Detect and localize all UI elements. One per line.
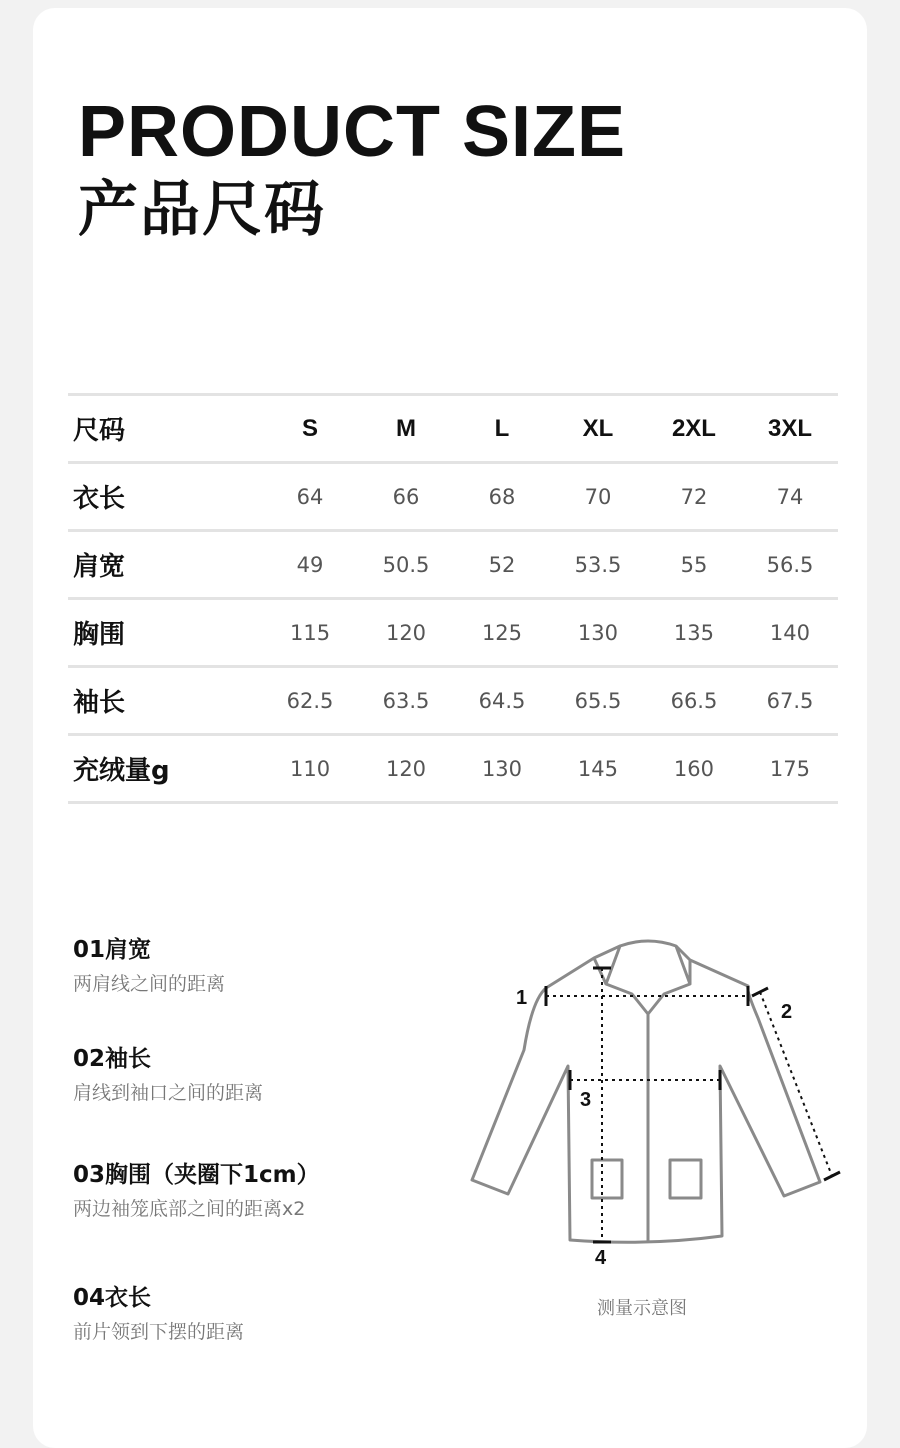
table-row	[68, 531, 838, 599]
marker-4: 4	[595, 1247, 607, 1269]
table-cell: 64	[262, 463, 358, 531]
definition-title: 03胸围（夹圈下1cm）	[73, 1162, 320, 1188]
table-cell: 120	[358, 599, 454, 667]
page-title-cn: 产品尺码	[78, 175, 326, 245]
table-cell: 66	[358, 463, 454, 531]
size-header: 3XL	[742, 395, 838, 463]
table-cell: 56.5	[742, 531, 838, 599]
size-header: S	[262, 395, 358, 463]
table-cell: 70	[550, 463, 646, 531]
table-cell: 63.5	[358, 667, 454, 735]
marker-2: 2	[781, 1001, 793, 1023]
table-cell: 49	[262, 531, 358, 599]
definition-desc: 肩线到袖口之间的距离	[73, 1081, 264, 1104]
marker-3: 3	[580, 1089, 592, 1111]
size-header: M	[358, 395, 454, 463]
table-cell: 65.5	[550, 667, 646, 735]
row-label: 充绒量g	[68, 735, 262, 803]
table-cell: 125	[454, 599, 550, 667]
table-cell: 115	[262, 599, 358, 667]
row-label: 袖长	[68, 667, 262, 735]
size-header: L	[454, 395, 550, 463]
size-header: XL	[550, 395, 646, 463]
page-title-en: PRODUCT SIZE	[78, 92, 627, 172]
table-cell: 53.5	[550, 531, 646, 599]
table-cell: 50.5	[358, 531, 454, 599]
table-cell: 140	[742, 599, 838, 667]
definition-length	[73, 1285, 244, 1343]
table-cell: 120	[358, 735, 454, 803]
definition-title: 02袖长	[73, 1046, 152, 1072]
definition-sleeve	[73, 1046, 263, 1104]
table-cell: 55	[646, 531, 742, 599]
jacket-measurement-diagram	[462, 930, 852, 1270]
row-label: 衣长	[68, 463, 262, 531]
table-cell: 62.5	[262, 667, 358, 735]
definition-shoulder	[73, 937, 225, 995]
table-cell: 64.5	[454, 667, 550, 735]
table-cell: 145	[550, 735, 646, 803]
header-label: 尺码	[68, 395, 262, 463]
table-cell: 74	[742, 463, 838, 531]
definition-title: 04衣长	[73, 1285, 152, 1311]
table-cell: 52	[454, 531, 550, 599]
table-cell: 160	[646, 735, 742, 803]
table-cell: 66.5	[646, 667, 742, 735]
table-cell: 130	[550, 599, 646, 667]
table-cell: 72	[646, 463, 742, 531]
table-row	[68, 599, 838, 667]
size-table	[68, 393, 838, 804]
table-header-row	[68, 395, 838, 463]
definition-desc: 前片领到下摆的距离	[73, 1320, 245, 1343]
diagram-caption: 测量示意图	[597, 1298, 687, 1319]
definition-title: 01肩宽	[73, 937, 152, 963]
definition-desc: 两肩线之间的距离	[73, 972, 226, 995]
table-row	[68, 667, 838, 735]
table-cell: 130	[454, 735, 550, 803]
table-row	[68, 735, 838, 803]
table-cell: 135	[646, 599, 742, 667]
row-label: 胸围	[68, 599, 262, 667]
definition-desc: 两边袖笼底部之间的距离x2	[73, 1197, 306, 1220]
table-cell: 67.5	[742, 667, 838, 735]
table-cell: 175	[742, 735, 838, 803]
size-header: 2XL	[646, 395, 742, 463]
table-cell: 110	[262, 735, 358, 803]
table-cell: 68	[454, 463, 550, 531]
row-label: 肩宽	[68, 531, 262, 599]
marker-1: 1	[516, 987, 528, 1009]
definition-chest	[73, 1162, 320, 1220]
table-row	[68, 463, 838, 531]
